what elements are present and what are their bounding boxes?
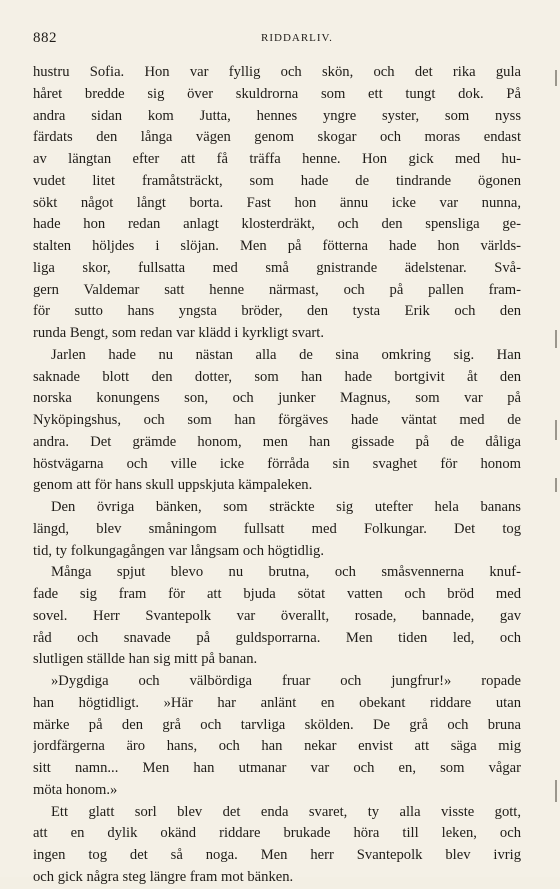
- page-edge-mark: [555, 420, 557, 440]
- text-line: gern Valdemar satt henne närmast, och på pallen fram-: [33, 281, 521, 298]
- text-line: runda Bengt, som redan var klädd i kyrkligt svart.: [33, 325, 324, 341]
- text-line: sovel. Herr Svantepolk var överallt, rosade, bannade, gav: [33, 607, 521, 624]
- text-line: andra. Det grämde honom, men han gissade på de dåliga: [33, 433, 521, 450]
- page-number: 882: [33, 30, 57, 46]
- text-line: tid, ty folkungagången var långsam och högtidlig.: [33, 542, 325, 559]
- text-line: råd och snavade på guldsporrarna. Men tiden led, och: [33, 629, 521, 646]
- text-line: att en dylik okänd riddare brukade höra till leken, och: [33, 825, 521, 842]
- text-line: Ett glatt sorl blev det enda svaret, ty alla visste gott,: [51, 803, 521, 820]
- text-line: saknade blott den dotter, som han hade bortgivit åt den: [33, 368, 521, 385]
- text-line: »Dygdiga och välbördiga fruar och jungfrur!» ropade: [51, 673, 521, 689]
- text-line: Många spjut blevo nu brutna, och småsvennerna knuf-: [51, 564, 521, 581]
- text-line: Nyköpingshus, och som han förgäves hade väntat med de: [33, 412, 521, 428]
- text-line: stalten höljdes i slöjan. Men på fötterna hade hon världs-: [33, 238, 521, 254]
- text-line: Jarlen hade nu nästan alla de sina omkring sig. Han: [51, 346, 521, 363]
- page-edge-mark: [555, 780, 557, 802]
- page-edge-mark: [555, 478, 557, 492]
- text-line: höstvägarna och ville icke förråda sin svaghet för honom: [33, 455, 521, 472]
- text-line: färdats den långa vägen genom skogar och moras endast: [33, 129, 521, 146]
- text-line: slutligen ställde han sig mitt på banan.: [33, 651, 258, 668]
- text-line: håret bredde sig över skuldrorna som ett tungt dok. På: [33, 85, 521, 102]
- running-head: [33, 30, 523, 50]
- text-line: längd, blev småningom fullsatt med Folkungar. Det tog: [33, 520, 521, 537]
- body-text: [33, 62, 521, 889]
- text-line: möta honom.»: [33, 781, 118, 798]
- text-line: sökt något långt borta. Fast hon ännu icke var nunna,: [33, 194, 521, 211]
- text-line: genom att för hans skull uppskjuta kämpaleken.: [33, 477, 313, 494]
- text-line: norska konungens son, och junker Magnus, som var på: [33, 390, 521, 407]
- text-line: andra sidan kom Jutta, hennes yngre syster, som nyss: [33, 107, 521, 124]
- page-edge-mark: [555, 330, 557, 348]
- text-line: fade sig fram för att bjuda sötat vatten och bröd med: [33, 586, 521, 602]
- text-line: märke på den grå och tarvliga skölden. De grå och bruna: [33, 716, 521, 733]
- text-line: vudet litet framåtsträckt, som hade de tindrande ögonen: [33, 172, 521, 189]
- text-line: hustru Sofia. Hon var fyllig och skön, och det rika gula: [33, 64, 521, 80]
- text-line: Den övriga bänken, som sträckte sig utefter hela banans: [51, 499, 521, 515]
- running-title: RIDDARLIV.: [261, 32, 333, 44]
- text-line: av längtan efter att få träffa henne. Hon gick med hu-: [33, 151, 521, 167]
- text-line: jordfärgerna äro hans, och han nekar envist att säga mig: [33, 738, 521, 755]
- text-line: sitt namn... Men han utmanar var och en, som vågar: [33, 760, 521, 776]
- text-line: han högtidligt. »Här har anlänt en obekant riddare utan: [33, 694, 521, 711]
- text-line: hade hon redan anlagt klosterdräkt, och den spensliga ge-: [33, 216, 521, 233]
- text-line: för sutto hans yngsta bröder, den tysta Erik och den: [33, 303, 521, 320]
- page-edge-mark: [555, 70, 557, 86]
- text-line: och gick några steg längre fram mot bänken.: [33, 868, 294, 885]
- text-line: ingen tog det så noga. Men herr Svantepolk blev ivrig: [33, 847, 521, 863]
- text-line: liga skor, fullsatta med små gnistrande ädelstenar. Svå-: [33, 259, 521, 276]
